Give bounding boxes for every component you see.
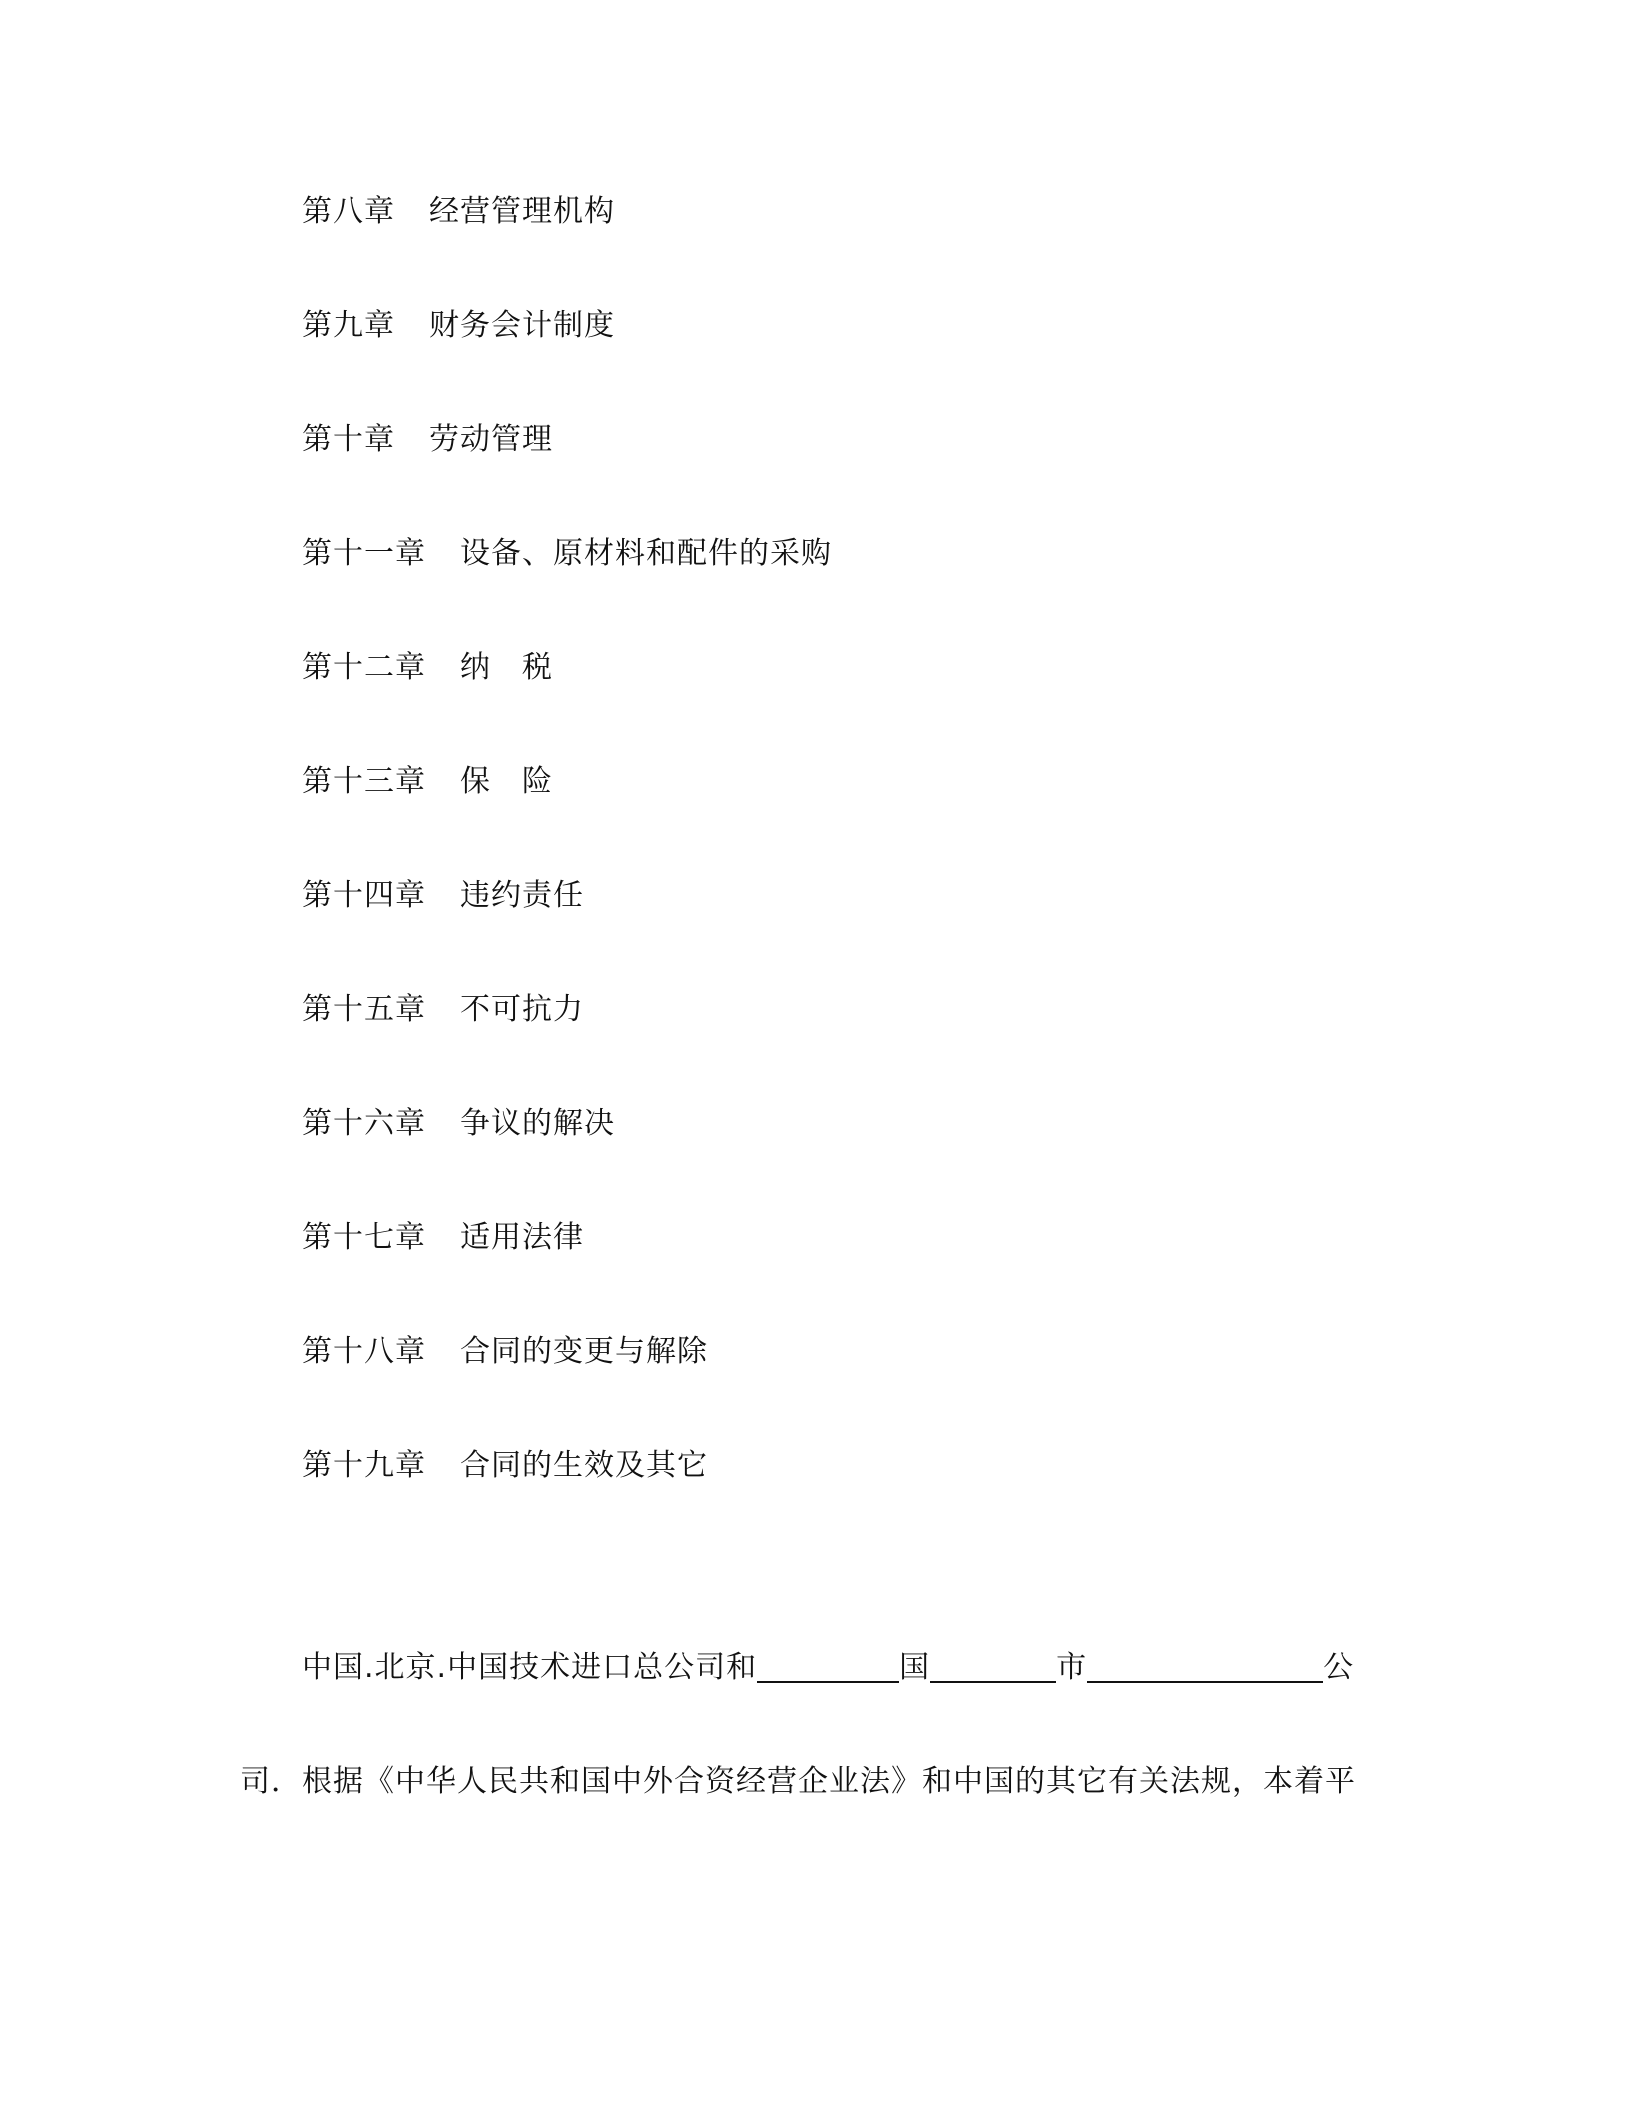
toc-chapter-number: 第十三章	[302, 764, 426, 799]
toc-chapter-number: 第八章	[302, 194, 395, 229]
toc-chapter-number: 第十六章	[302, 1106, 426, 1141]
toc-chapter-number: 第十一章	[302, 536, 426, 571]
toc-chapter-number: 第十七章	[302, 1220, 426, 1255]
toc-chapter-title: 设备、原材料和配件的采购	[460, 536, 832, 571]
toc-item	[302, 762, 553, 802]
toc-chapter-title: 财务会计制度	[429, 308, 615, 343]
toc-chapter-number: 第九章	[302, 308, 395, 343]
toc-chapter-number: 第十章	[302, 422, 395, 457]
toc-chapter-number: 第十八章	[302, 1334, 426, 1369]
toc-item	[302, 1332, 708, 1372]
toc-chapter-number: 第十九章	[302, 1448, 426, 1483]
toc-item	[302, 1104, 615, 1144]
blank-line	[1087, 1651, 1323, 1683]
toc-chapter-title: 经营管理机构	[429, 194, 615, 229]
toc-chapter-title: 适用法律	[460, 1220, 584, 1255]
toc-chapter-title: 合同的变更与解除	[460, 1334, 708, 1369]
toc-chapter-title: 不可抗力	[460, 992, 584, 1027]
blank-line	[930, 1651, 1056, 1683]
toc-chapter-number: 第十五章	[302, 992, 426, 1027]
paragraph-text: 市	[1056, 1650, 1088, 1685]
paragraph-line-2: 司．根据《中华人民共和国中外合资经营企业法》和中国的其它有关法规，本着平	[240, 1764, 1356, 1799]
toc-item	[302, 990, 584, 1030]
toc-item	[302, 876, 584, 916]
toc-chapter-number: 第十二章	[302, 650, 426, 685]
toc-chapter-title: 纳 税	[460, 650, 553, 685]
toc-chapter-title: 保 险	[460, 764, 553, 799]
toc-chapter-title: 违约责任	[460, 878, 584, 913]
toc-item	[302, 534, 832, 574]
paragraph-text: 国	[899, 1650, 931, 1685]
blank-line	[757, 1651, 899, 1683]
toc-item	[302, 420, 553, 460]
toc-item	[302, 1218, 584, 1258]
toc-chapter-title: 劳动管理	[429, 422, 553, 457]
toc-chapter-title: 争议的解决	[460, 1106, 615, 1141]
toc-item	[302, 306, 615, 346]
paragraph-text: 中国.北京.中国技术进口总公司和	[302, 1650, 758, 1685]
toc-chapter-title: 合同的生效及其它	[460, 1448, 708, 1483]
toc-chapter-number: 第十四章	[302, 878, 426, 913]
paragraph-line-1	[302, 1648, 1354, 1688]
paragraph-text: 公	[1323, 1650, 1355, 1685]
toc-item	[302, 1446, 708, 1486]
toc-item	[302, 192, 615, 232]
toc-item	[302, 648, 553, 688]
